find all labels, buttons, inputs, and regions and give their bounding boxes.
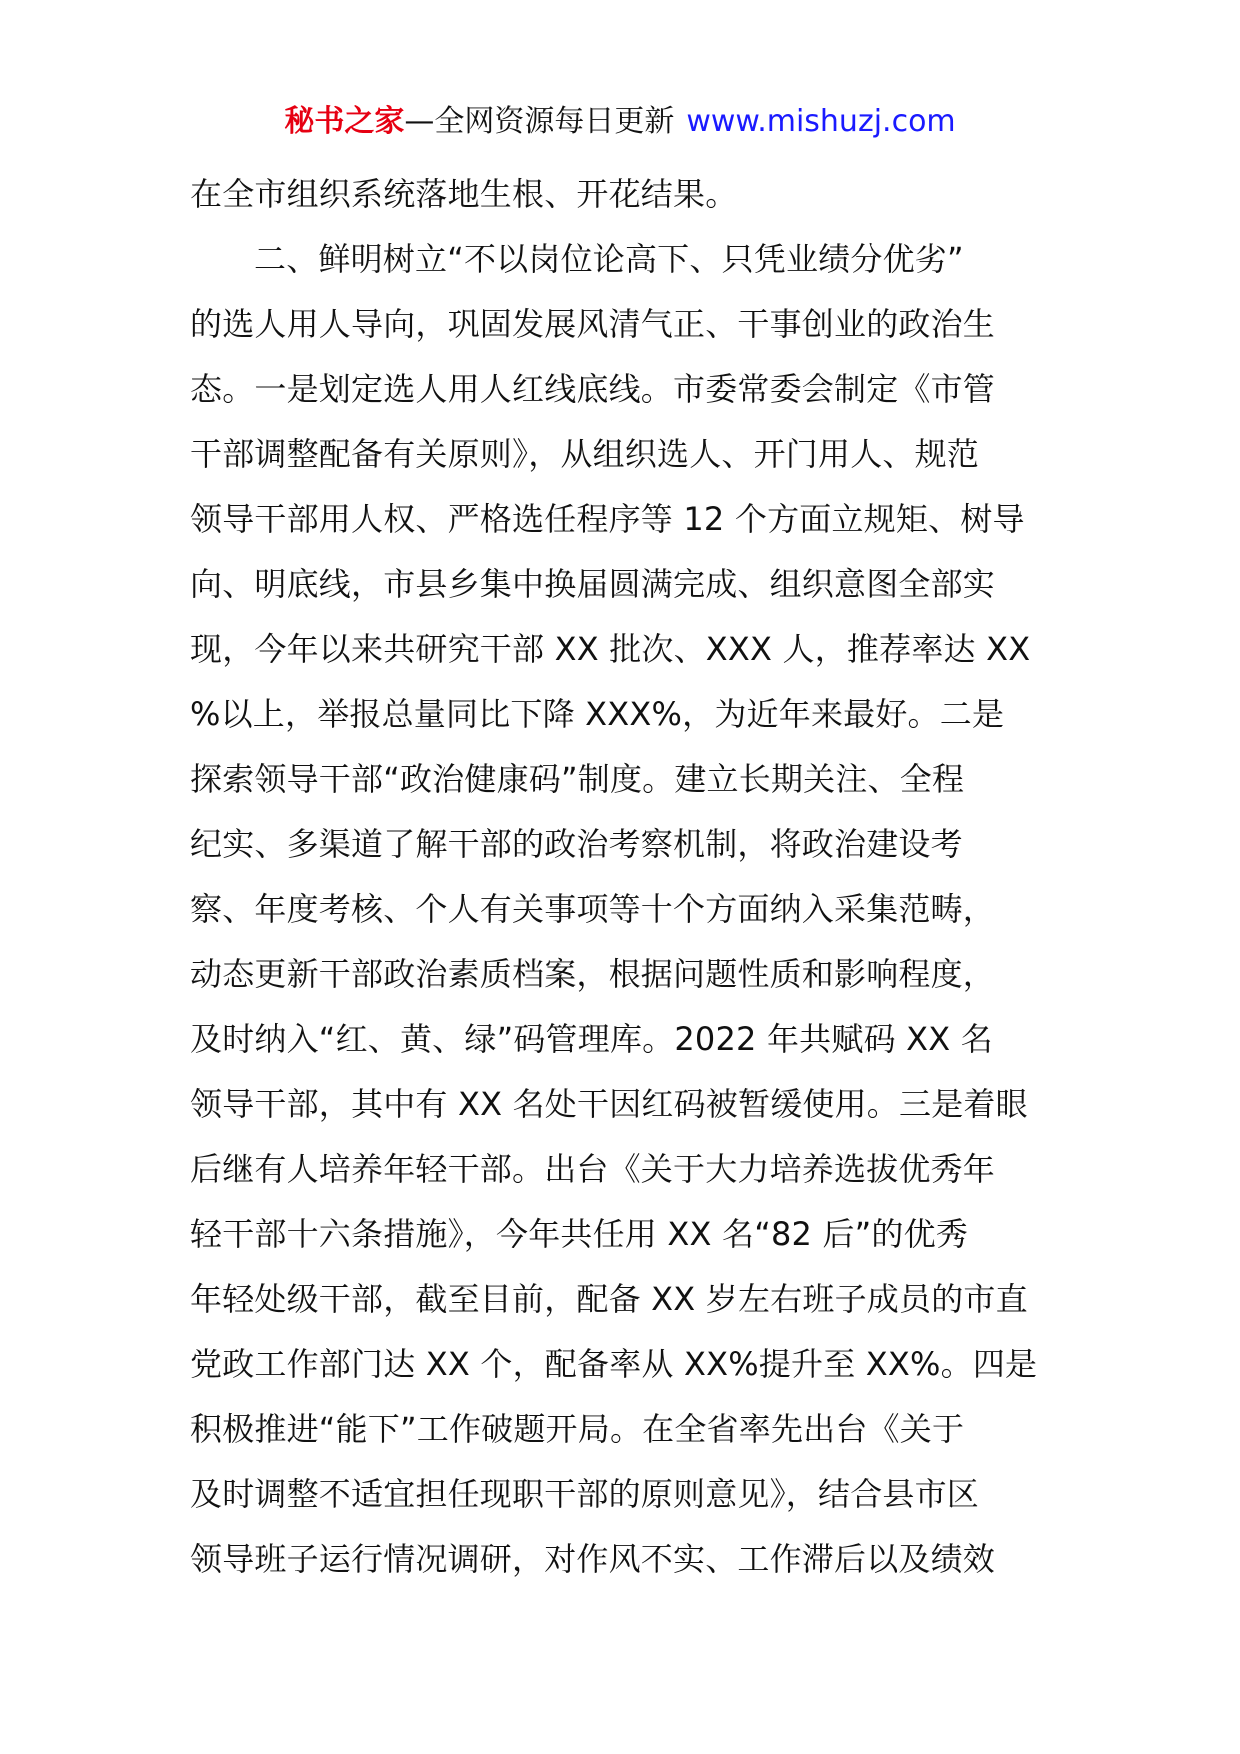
text-line: 及时纳入“红、黄、绿”码管理库。2022 年共赋码 XX 名	[190, 1020, 993, 1058]
text-line: 年轻处级干部，截至目前，配备 XX 岁左右班子成员的市直	[190, 1280, 1028, 1318]
text-line: 干部调整配备有关原则》，从组织选人、开门用人、规范	[190, 435, 980, 473]
text-line: 后继有人培养年轻干部。出台《关于大力培养选拔优秀年	[190, 1150, 996, 1188]
text-line: 轻干部十六条措施》，今年共任用 XX 名“82 后”的优秀	[190, 1215, 969, 1253]
page-header	[0, 100, 1240, 144]
text-line: 现，今年以来共研究干部 XX 批次、XXX 人，推荐率达 XX	[190, 630, 1031, 668]
text-line: 纪实、多渠道了解干部的政治考察机制，将政治建设考	[190, 825, 963, 863]
text-line: 探索领导干部“政治健康码”制度。建立长期关注、全程	[190, 760, 965, 798]
header-tagline: —全网资源每日更新	[404, 104, 675, 139]
brand-name: 秘书之家	[284, 104, 405, 139]
text-line: 领导干部，其中有 XX 名处干因红码被暂缓使用。三是着眼	[190, 1085, 1028, 1123]
text-line: 察、年度考核、个人有关事项等十个方面纳入采集范畴，	[190, 890, 996, 928]
text-line: %以上，举报总量同比下降 XXX%，为近年来最好。二是	[190, 695, 1005, 733]
document-body	[190, 162, 1060, 1592]
section-heading-line: 二、鲜明树立“不以岗位论高下、只凭业绩分优劣”	[254, 240, 964, 278]
text-line: 党政工作部门达 XX 个，配备率从 XX%提升至 XX%。四是	[190, 1345, 1038, 1383]
text-line: 积极推进“能下”工作破题开局。在全省率先出台《关于	[190, 1410, 965, 1448]
text-line: 领导班子运行情况调研，对作风不实、工作滞后以及绩效	[190, 1540, 996, 1578]
text-line: 态。一是划定选人用人红线底线。市委常委会制定《市管	[190, 370, 996, 408]
text-line: 在全市组织系统落地生根、开花结果。	[190, 175, 738, 213]
site-url-link[interactable]: www.mishuzj.com	[686, 104, 956, 139]
text-line: 的选人用人导向，巩固发展风清气正、干事创业的政治生	[190, 305, 996, 343]
text-line: 及时调整不适宜担任现职干部的原则意见》，结合县市区	[190, 1475, 980, 1513]
text-line: 领导干部用人权、严格选任程序等 12 个方面立规矩、树导	[190, 500, 1025, 538]
text-line: 向、明底线，市县乡集中换届圆满完成、组织意图全部实	[190, 565, 996, 603]
text-line: 动态更新干部政治素质档案，根据问题性质和影响程度，	[190, 955, 996, 993]
